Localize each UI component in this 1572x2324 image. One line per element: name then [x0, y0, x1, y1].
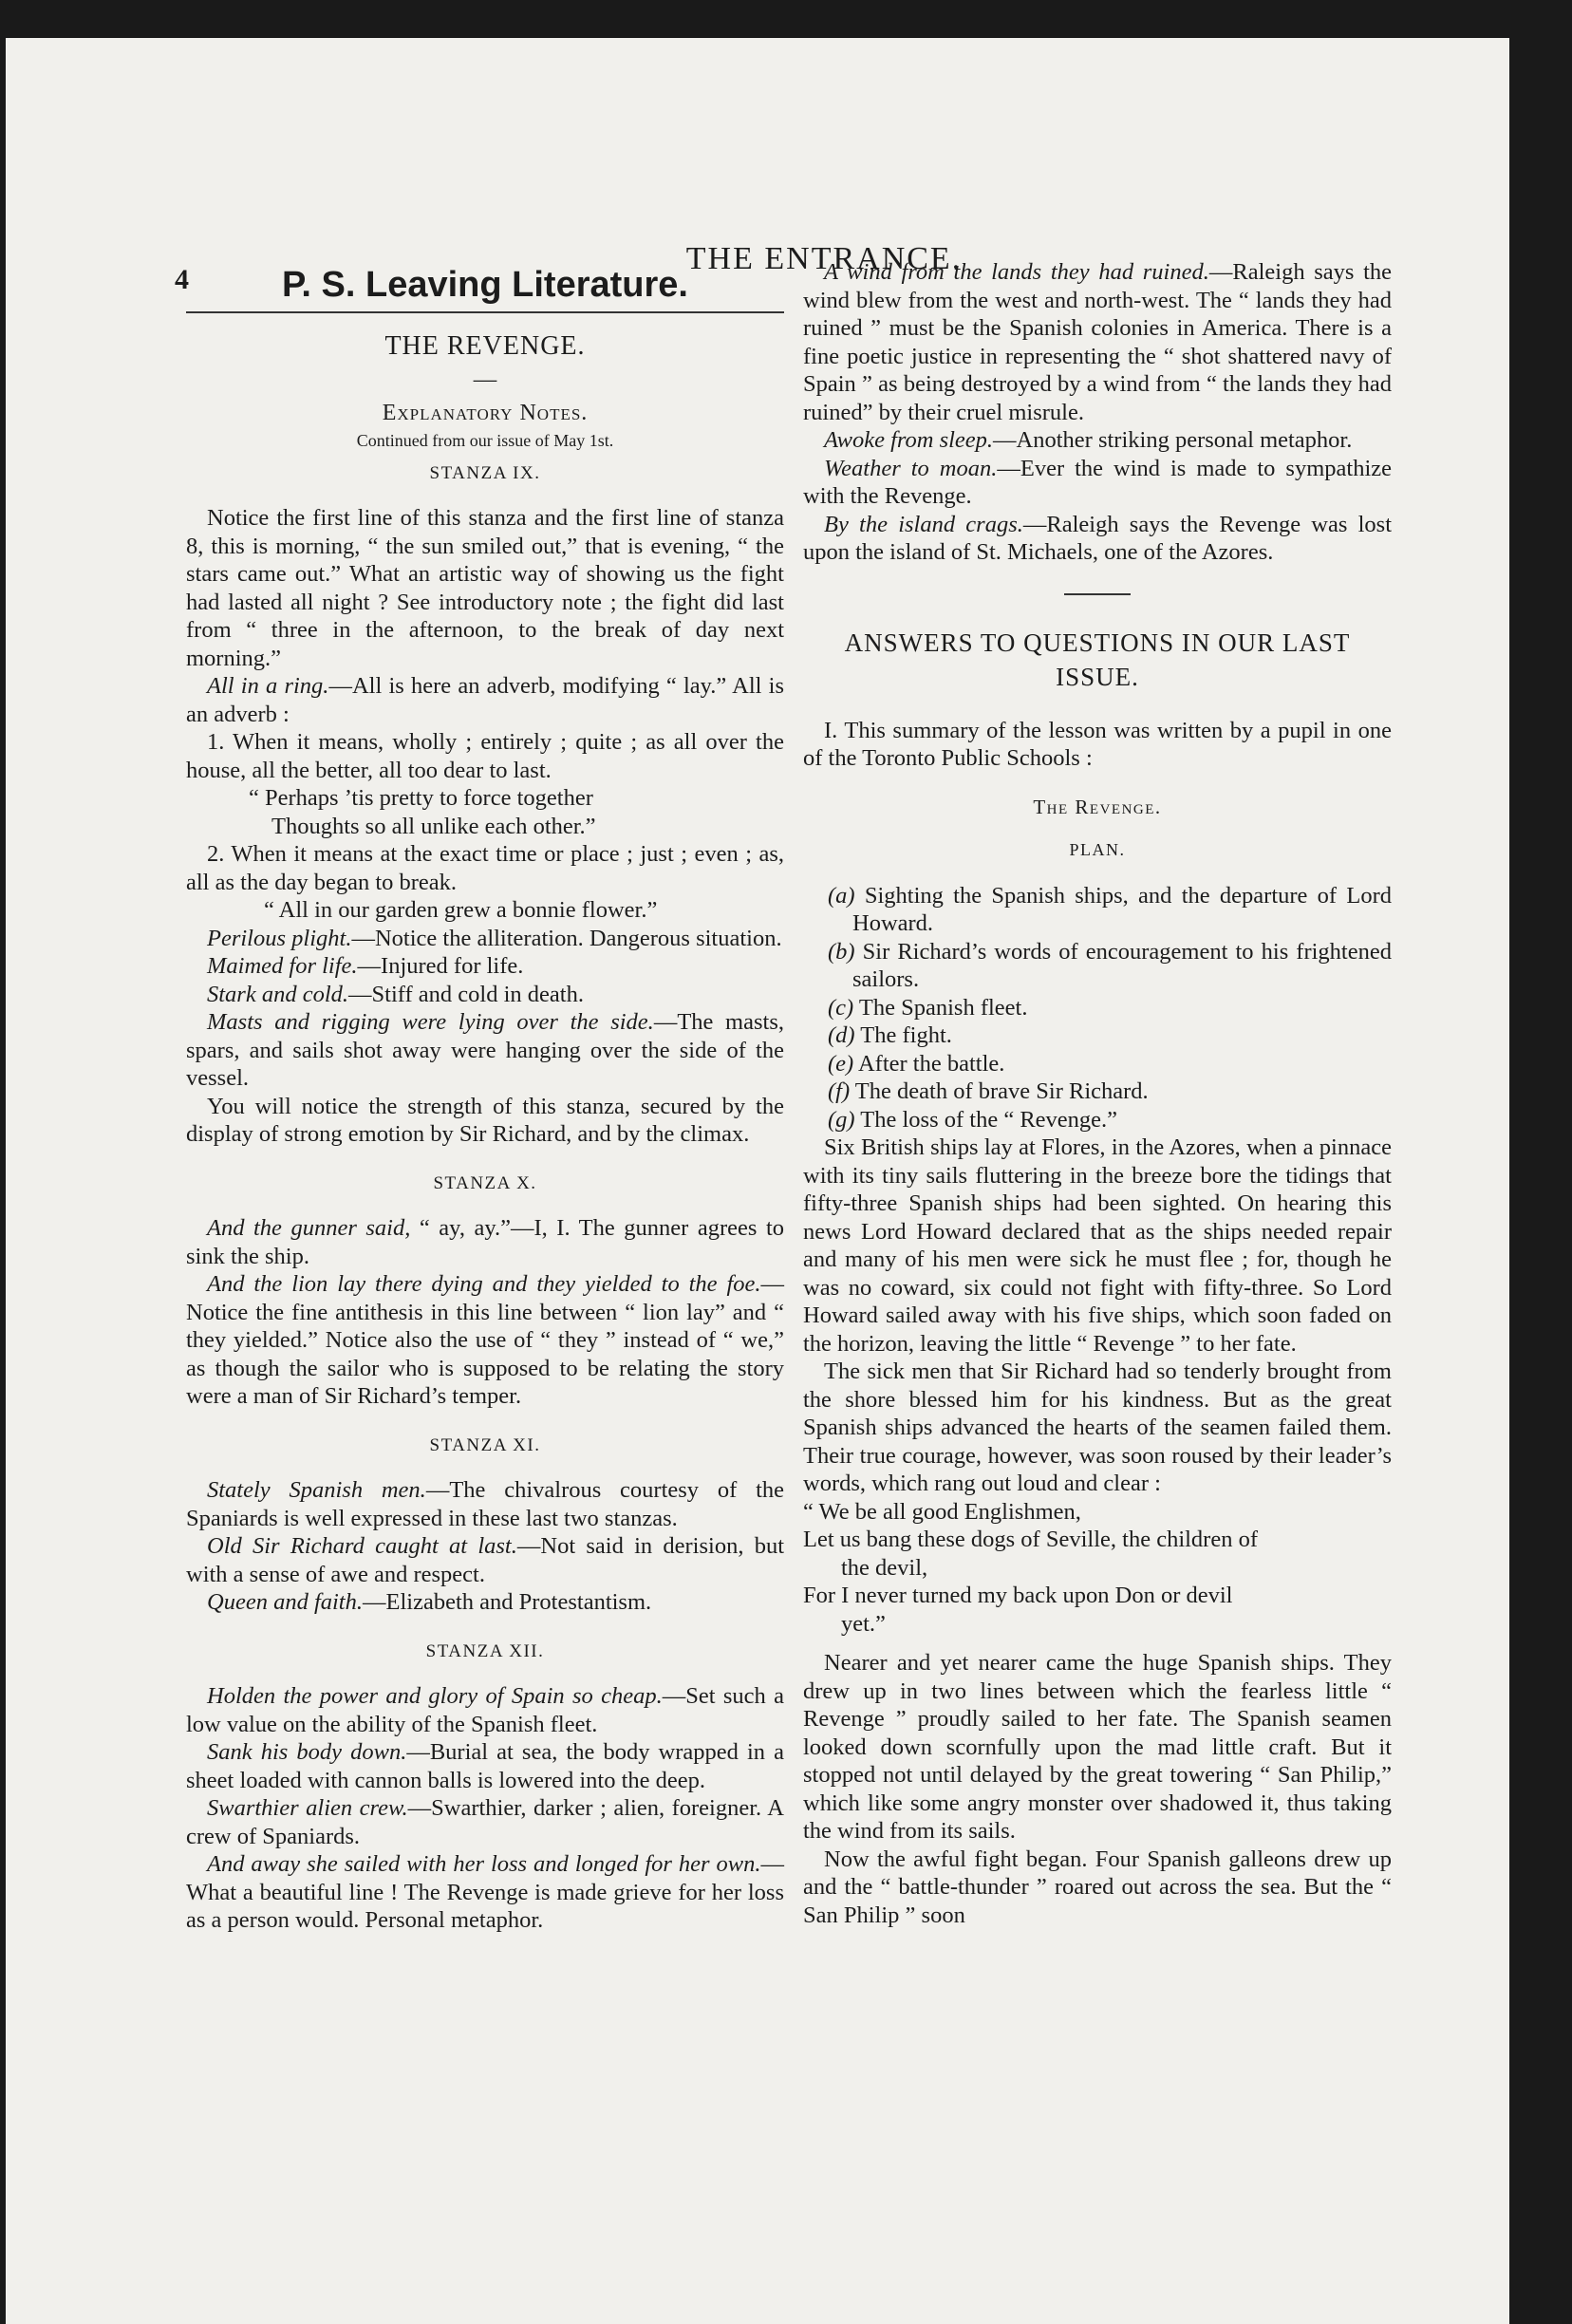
plan-text: Sir Richard’s words of encouragement to his frightened sailors.: [852, 938, 1392, 992]
section-title: P. S. Leaving Literature.: [281, 265, 688, 305]
note-term: Old Sir Richard caught at last.: [207, 1533, 517, 1559]
note-text: —Raleigh says the wind blew from the west and north-west. The “ lands they had ruined ” must be the Spanish colonies in America. There is a fine poetic justice in representing the “ shot shattered navy of Spain ” as being destroyed by a wind from “ the lands they had ruined” by their cruel misrule.: [803, 259, 1393, 425]
note-paragraph: [803, 511, 1392, 567]
note-term: A wind from the lands they had ruined.: [824, 259, 1209, 285]
note-text: —Not said in derision, but with a sense of awe and respect.: [186, 1533, 785, 1587]
note-paragraph: [803, 455, 1392, 511]
note-term: Perilous plight.: [207, 925, 352, 951]
note-term: Swarthier alien crew.: [207, 1795, 408, 1821]
note-term: Stately Spanish men.: [207, 1477, 426, 1503]
note-paragraph: [186, 925, 784, 953]
plan-item: [803, 1021, 1392, 1050]
plan-text: The fight.: [854, 1022, 952, 1048]
note-term: And the lion lay there dying and they yielded to the foe.: [207, 1271, 761, 1297]
note-term: And the gunner said,: [207, 1215, 411, 1241]
note-paragraph: [186, 1850, 784, 1935]
note-paragraph: You will notice the strength of this stanza, secured by the display of strong emotion by Sir Richard, and by the climax.: [186, 1093, 784, 1147]
note-text: “ ay, ay.”—I, I. The gunner agrees to sink the ship.: [186, 1215, 784, 1269]
note-paragraph: [186, 1682, 784, 1738]
note-paragraph: [186, 1588, 784, 1617]
note-term: Masts and rigging were lying over the side.: [207, 1009, 654, 1035]
note-text: —Burial at sea, the body wrapped in a sheet loaded with cannon balls is lowered into the deep.: [186, 1739, 784, 1793]
note-paragraph: [186, 1008, 784, 1093]
plan-text: The loss of the “ Revenge.”: [854, 1106, 1118, 1133]
note-paragraph: [803, 258, 1392, 426]
note-text: —Swarthier, darker ; alien, foreigner. A crew of Spaniards.: [186, 1795, 784, 1849]
plan-letter: (g): [828, 1106, 855, 1133]
page-number: 4: [175, 264, 189, 295]
note-text: —Notice the alliteration. Dangerous situation.: [351, 925, 782, 951]
quote-line: Thoughts so all unlike each other.”: [271, 813, 596, 839]
summary-title: The Revenge.: [1033, 795, 1162, 818]
plan-letter: (d): [828, 1022, 855, 1048]
note-term: Holden the power and glory of Spain so cheap.: [207, 1683, 663, 1709]
verse-line: “ We be all good Englishmen,: [803, 1498, 1081, 1525]
note-paragraph: [186, 1476, 784, 1532]
verse-continuation: yet.”: [841, 1610, 886, 1637]
plan-item: [803, 882, 1392, 938]
note-paragraph: [186, 1532, 784, 1588]
note-paragraph: [186, 952, 784, 981]
plan-text: Sighting the Spanish ships, and the departure of Lord Howard.: [852, 882, 1392, 936]
plan-letter: (b): [828, 938, 855, 965]
note-term: Weather to moan.: [824, 455, 998, 481]
note-text: —All is here an adverb, modifying “ lay.” All is an adverb :: [186, 673, 784, 727]
poem-title: THE REVENGE.: [384, 330, 586, 361]
note-paragraph: [186, 1270, 784, 1411]
right-column: [803, 258, 1392, 1929]
plan-heading: PLAN.: [1069, 840, 1126, 859]
title-rule: [186, 311, 784, 313]
note-term: Stark and cold.: [207, 981, 349, 1007]
answers-heading: ANSWERS TO QUESTIONS IN OUR LAST ISSUE.: [844, 628, 1351, 691]
verse-line: [803, 1582, 1392, 1638]
verse-continuation: the devil,: [841, 1554, 928, 1581]
notes-heading: Explanatory Notes.: [382, 400, 589, 425]
note-text: —The chivalrous courtesy of the Spaniards is well expressed in these last two stanzas.: [186, 1477, 785, 1531]
note-paragraph: [803, 426, 1392, 455]
plan-letter: (e): [828, 1050, 854, 1077]
note-paragraph: Notice the first line of this stanza and the first line of stanza 8, this is morning, “ the sun smiled out,” that is evening, “ the stars came out.” What an artistic way of showing us the fight had lasted all night ? See introductory note ; the fight did last from “ three in the afternoon, to the break of day next morning.”: [186, 505, 784, 671]
plan-item: [803, 938, 1392, 994]
quote-line: “ All in our garden grew a bonnie flower.”: [264, 897, 658, 923]
note-paragraph: [186, 1738, 784, 1794]
note-paragraph: 1. When it means, wholly ; entirely ; quite ; as all over the house, all the better, all too dear to last.: [186, 729, 784, 783]
plan-text: The death of brave Sir Richard.: [850, 1078, 1149, 1104]
note-paragraph: 2. When it means at the exact time or place ; just ; even ; as, all as the day began to break.: [186, 841, 784, 895]
note-term: And away she sailed with her loss and longed for her own.: [207, 1851, 761, 1877]
verse-text: For I never turned my back upon Don or devil: [803, 1583, 1233, 1608]
plan-letter: (c): [828, 994, 854, 1021]
verse-text: Let us bang these dogs of Seville, the children of: [803, 1527, 1258, 1552]
plan-item: [803, 1106, 1392, 1134]
title-dash: —: [473, 366, 497, 392]
stanza-heading: STANZA IX.: [429, 462, 541, 483]
note-text: —Raleigh says the Revenge was lost upon the island of St. Michaels, one of the Azores.: [803, 511, 1392, 565]
note-text: —Set such a low value on the ability of the Spanish fleet.: [186, 1683, 784, 1737]
note-text: —Elizabeth and Protestantism.: [363, 1589, 652, 1615]
stanza-heading: STANZA X.: [433, 1172, 537, 1193]
note-paragraph: [186, 672, 784, 728]
note-paragraph: [186, 981, 784, 1009]
note-term: Sank his body down.: [207, 1739, 407, 1765]
quote-line: “ Perhaps ’tis pretty to force together: [249, 785, 593, 811]
continued-note: Continued from our issue of May 1st.: [356, 431, 614, 450]
stanza-heading: STANZA XI.: [429, 1434, 541, 1455]
note-text: —Ever the wind is made to sympathize with the Revenge.: [803, 455, 1393, 509]
note-term: By the island crags.: [824, 511, 1023, 537]
summary-paragraph: The sick men that Sir Richard had so tenderly brought from the shore blessed him for his kindness. But as the great Spanish ships advanced the hearts of the seamen failed them. Their true courage, however, was soon roused by their leader’s words, which rang out loud and clear :: [803, 1359, 1392, 1496]
note-term: All in a ring.: [207, 673, 329, 699]
summary-intro: I. This summary of the lesson was written by a pupil in one of the Toronto Public Schools :: [803, 717, 1392, 771]
plan-text: The Spanish fleet.: [853, 994, 1028, 1021]
note-text: —Injured for life.: [357, 953, 524, 979]
left-column: [186, 258, 784, 1935]
note-text: —The masts, spars, and sails shot away were hanging over the side of the vessel.: [186, 1009, 784, 1091]
note-text: —Stiff and cold in death.: [348, 981, 584, 1007]
plan-letter: (a): [828, 882, 855, 909]
note-text: —Notice the fine antithesis in this line between “ lion lay” and “ they yielded.” Notice also the use of “ they ” instead of “ we,” as though the sailor who is supposed to be relating the story were a man of Sir Richard’s temper.: [186, 1271, 784, 1409]
note-term: Maimed for life.: [207, 953, 358, 979]
note-text: —What a beautiful line ! The Revenge is made grieve for her loss as a person would. Personal metaphor.: [186, 1851, 784, 1933]
note-term: Awoke from sleep.: [824, 427, 994, 453]
stanza-heading: STANZA XII.: [425, 1640, 545, 1661]
section-divider: [1064, 593, 1131, 595]
plan-text: After the battle.: [853, 1050, 1005, 1077]
summary-paragraph: Now the awful fight began. Four Spanish galleons drew up and the “ battle-thunder ” roared out across the sea. But the “ San Philip ” soon: [803, 1846, 1392, 1928]
plan-letter: (f): [828, 1078, 851, 1104]
note-text: —Another striking personal metaphor.: [993, 427, 1353, 453]
summary-paragraph: Nearer and yet nearer came the huge Spanish ships. They drew up in two lines between which the fearless little “ Revenge ” proudly sailed to her fate. The Spanish seamen looked down scornfully upon the mad little craft. But it stopped not until delayed by the great towering “ San Philip,” which like some angry monster over shadowed it, thus taking the wind from its sails.: [803, 1650, 1392, 1844]
verse-line: [803, 1526, 1392, 1582]
running-title: THE ENTRANCE.: [685, 241, 963, 276]
plan-item: [803, 994, 1392, 1022]
plan-item: [803, 1050, 1392, 1078]
note-paragraph: [186, 1794, 784, 1850]
plan-item: [803, 1078, 1392, 1106]
note-paragraph: [186, 1214, 784, 1270]
note-term: Queen and faith.: [207, 1589, 363, 1615]
summary-paragraph: Six British ships lay at Flores, in the Azores, when a pinnace with its tiny sails fluttering in the breeze bore the tidings that fifty-three Spanish ships had been sighted. On hearing this news Lord Howard declared that as the ships needed repair and many of his men were sick he must flee ; for, though he was no coward, six could not fight with fifty-three. So Lord Howard sailed away with his five ships, which soon faded on the horizon, leaving the little “ Revenge ” to her fate.: [803, 1134, 1392, 1357]
